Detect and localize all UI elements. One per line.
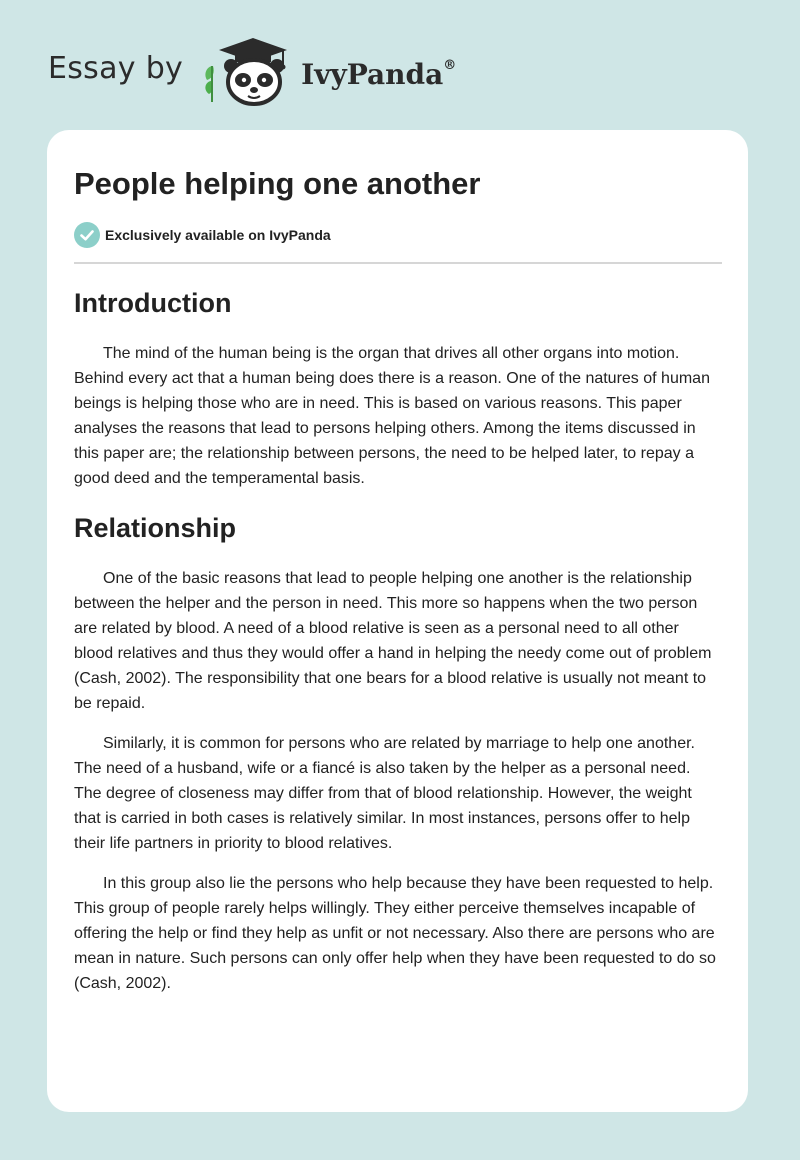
brand-prefix: Essay by bbox=[48, 50, 184, 86]
page-title: People helping one another bbox=[74, 166, 481, 201]
section-introduction bbox=[74, 286, 722, 491]
paragraph: Similarly, it is common for persons who are related by marriage to help one another. The need of a husband, wife or a fiancé is also taken by the helper as a personal need. The degree of closeness may differ from that of blood relationship. However, the weight that is carried in both cases is relatively similar. In most instances, persons offer to help their life partners in priority to blood relatives. bbox=[74, 735, 695, 852]
section-heading: Introduction bbox=[74, 288, 232, 318]
section-relationship bbox=[74, 511, 722, 996]
graduation-panda-icon[interactable] bbox=[201, 36, 297, 108]
brand-name[interactable]: IvyPanda® bbox=[301, 57, 457, 91]
divider bbox=[74, 262, 722, 264]
check-circle-icon bbox=[74, 222, 100, 248]
site-header bbox=[48, 36, 456, 108]
registered-mark: ® bbox=[443, 58, 457, 74]
paragraph: The mind of the human being is the organ that drives all other organs into motion. Behind every act that a human being does there is a reason. One of the natures of human beings is helping those who are in need. This is based on various reasons. This paper analyses the reasons that lead to persons helping others. Among the items discussed in this paper are; the relationship between persons, the need to be helped later, to repay a good deed and the temperamental basis. bbox=[74, 345, 710, 487]
exclusive-badge bbox=[74, 222, 722, 248]
essay-card bbox=[47, 130, 748, 1112]
paragraph: One of the basic reasons that lead to people helping one another is the relationship between the helper and the person in need. This more so happens when the two person are related by blood. A need of a blood relative is seen as a personal need to all other blood relatives and thus they would offer a hand in helping the needy come out of problem (Cash, 2002). The responsibility that one bears for a blood relative is usually not meant to be repaid. bbox=[74, 570, 712, 712]
paragraph: In this group also lie the persons who help because they have been requested to help. This group of people rarely helps willingly. They either perceive themselves incapable of offering the help or find they help as unfit or not necessary. Also there are persons who are mean in nature. Such persons can only offer help when they have been requested to do so (Cash, 2002). bbox=[74, 875, 716, 992]
exclusive-text: Exclusively available on IvyPanda bbox=[105, 227, 331, 243]
section-heading: Relationship bbox=[74, 513, 237, 543]
